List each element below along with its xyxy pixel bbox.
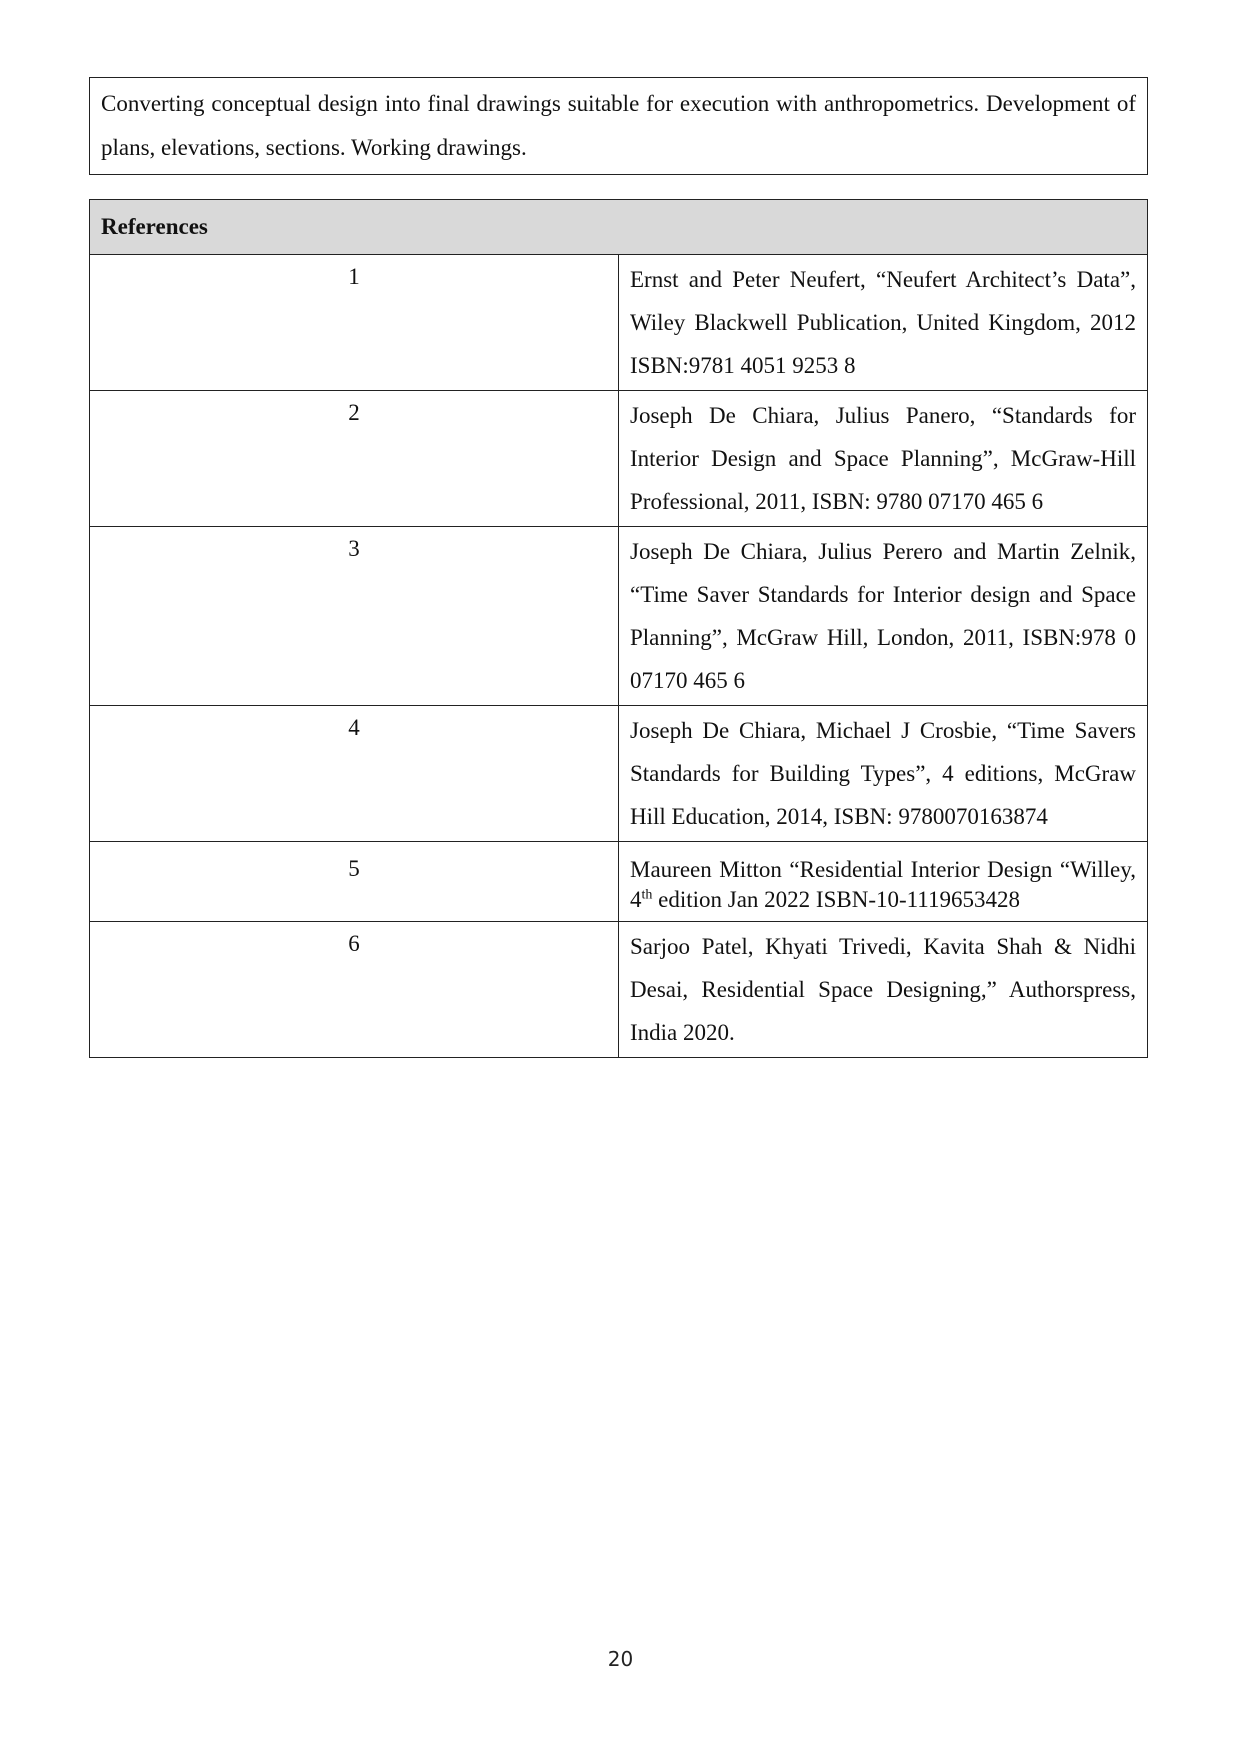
reference-number: 2 bbox=[90, 391, 619, 527]
references-heading: References bbox=[90, 200, 1148, 255]
reference-number: 4 bbox=[90, 706, 619, 842]
reference-text: Joseph De Chiara, Julius Panero, “Standards for Interior Design and Space Planning”, McGraw-Hill Professional, 2011, ISBN: 9780 07170 465 6 bbox=[619, 391, 1148, 527]
reference-text: Joseph De Chiara, Michael J Crosbie, “Time Savers Standards for Building Types”, 4 editions, McGraw Hill Education, 2014, ISBN: 9780070163874 bbox=[619, 706, 1148, 842]
reference-text-part: edition Jan 2022 ISBN-10-1119653428 bbox=[652, 887, 1020, 912]
reference-row bbox=[90, 706, 1148, 842]
reference-text: Joseph De Chiara, Julius Perero and Martin Zelnik, “Time Saver Standards for Interior design and Space Planning”, McGraw Hill, London, 2011, ISBN:978 0 07170 465 6 bbox=[619, 527, 1148, 706]
reference-text-part: Maureen Mitton “Residential Interior Design “Willey, 4 bbox=[630, 857, 1136, 912]
page-number: 20 bbox=[607, 1647, 634, 1671]
course-content-box bbox=[89, 77, 1148, 175]
references-header-row bbox=[90, 200, 1148, 255]
references-table bbox=[89, 199, 1148, 1058]
reference-row bbox=[90, 922, 1148, 1058]
reference-text: Sarjoo Patel, Khyati Trivedi, Kavita Shah & Nidhi Desai, Residential Space Designing,” Authorspress, India 2020. bbox=[619, 922, 1148, 1058]
reference-number: 1 bbox=[90, 255, 619, 391]
reference-number: 5 bbox=[90, 842, 619, 922]
reference-text bbox=[619, 842, 1148, 922]
reference-row bbox=[90, 842, 1148, 922]
reference-row bbox=[90, 255, 1148, 391]
superscript: th bbox=[641, 887, 653, 903]
reference-row bbox=[90, 391, 1148, 527]
reference-text: Ernst and Peter Neufert, “Neufert Architect’s Data”, Wiley Blackwell Publication, United Kingdom, 2012 ISBN:9781 4051 9253 8 bbox=[619, 255, 1148, 391]
course-content-text: Converting conceptual design into final drawings suitable for execution with anthropometrics. Development of plans, elevations, sections. Working drawings. bbox=[101, 91, 1136, 160]
reference-row bbox=[90, 527, 1148, 706]
reference-number: 6 bbox=[90, 922, 619, 1058]
reference-number: 3 bbox=[90, 527, 619, 706]
